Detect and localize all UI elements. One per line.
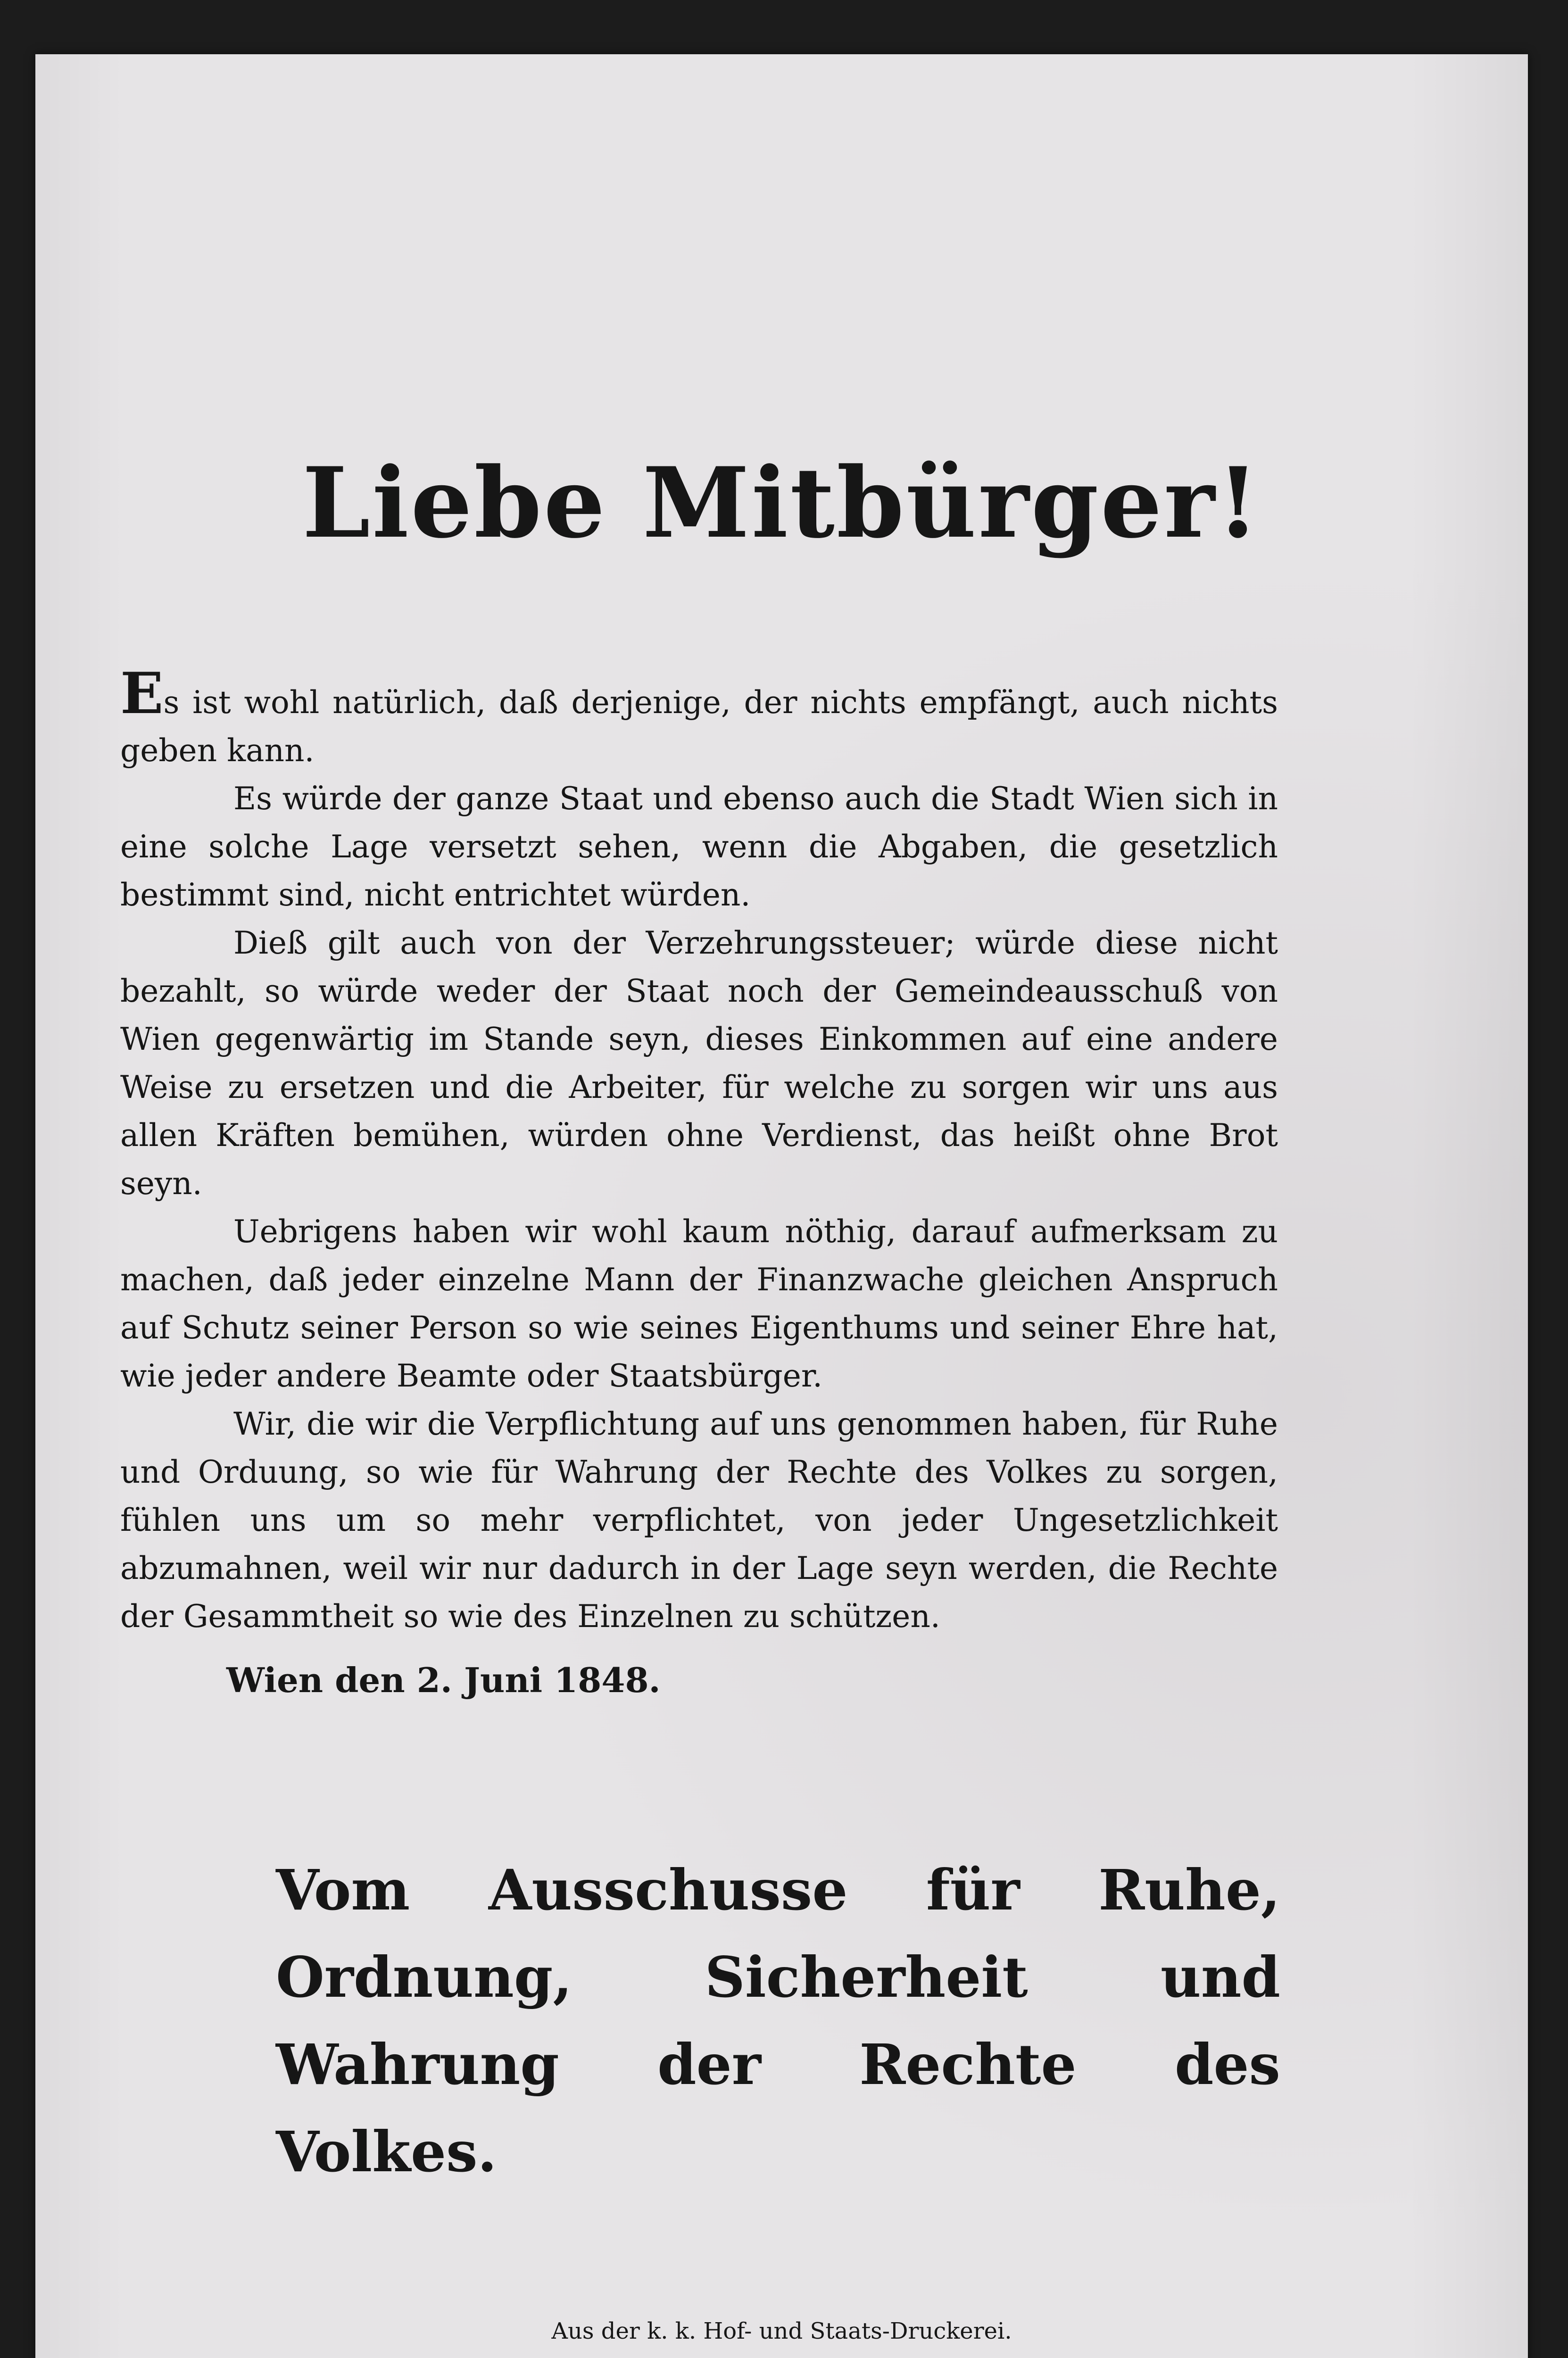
committee-signature: Vom Ausschusse für Ruhe, Ordnung, Sicherheit und Wahrung der Rechte des Volkes. [276,1857,1280,2184]
paragraph-2: Es würde der ganze Staat und ebenso auch die Stadt Wien sich in eine solche Lage versetzt sehen, wenn die Abgaben, die gesetzlich bestimmt sind, nicht entrichtet würden. [120,780,1278,913]
date-line: Wien den 2. Juni 1848. [226,1660,661,1700]
poster-title: Liebe Mitbürger! [302,447,1261,560]
paragraph-4: Uebrigens haben wir wohl kaum nöthig, darauf aufmerksam zu machen, daß jeder einzelne Mann der Finanzwache gleichen Anspruch auf Schutz seiner Person so wie seines Eigenthums und seiner Ehre hat, wie jeder andere Beamte oder Staatsbürger. [120,1213,1278,1394]
paragraph-3: Dieß gilt auch von der Verzehrungssteuer; würde diese nicht bezahlt, so würde weder der Staat noch der Gemeindeausschuß von Wien gegenwärtig im Stande seyn, dieses Einkommen auf eine andere Weise zu ersetzen und die Arbeiter, für welche zu sorgen wir uns aus allen Kräften bemühen, würden ohne Verdienst, das heißt ohne Brot seyn. [120,925,1278,1202]
poster-sheet [35,54,1528,2358]
paragraph-5: Wir, die wir die Verpflichtung auf uns genommen haben, für Ruhe und Orduung, so wie für Wahrung der Rechte des Volkes zu sorgen, fühlen uns um so mehr verpflichtet, von jeder Ungesetzlichkeit abzumahnen, weil wir nur dadurch in der Lage seyn werden, die Rechte der Gesammtheit so wie des Einzelnen zu schützen. [120,1406,1278,1635]
paragraph-1: Es ist wohl natürlich, daß derjenige, der nichts empfängt, auch nichts geben kann. [120,660,1278,769]
poster-body [120,660,1278,1641]
printer-imprint: Aus der k. k. Hof- und Staats-Druckerei. [551,2318,1012,2344]
